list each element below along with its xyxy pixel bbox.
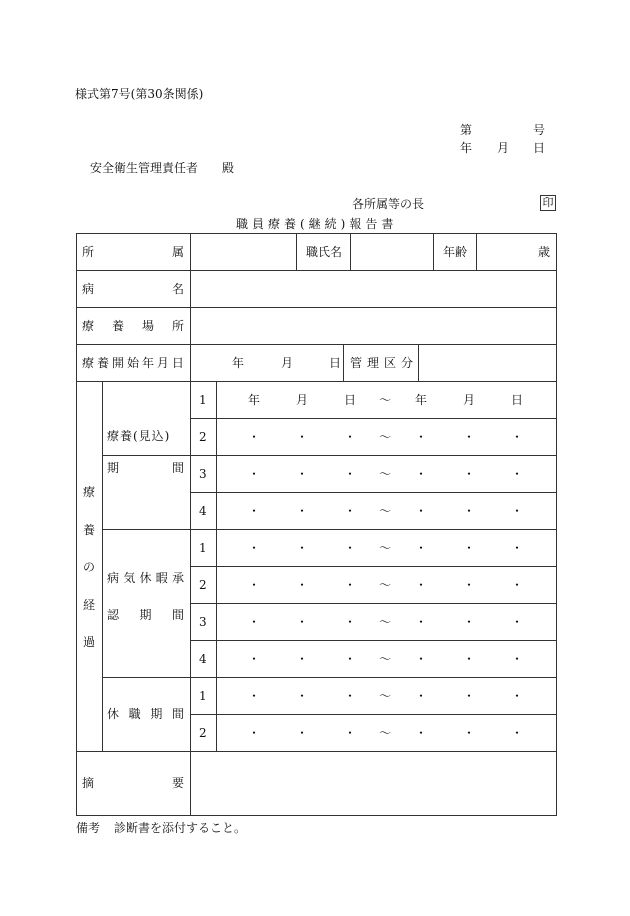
period-date-unit: 年	[247, 393, 260, 407]
col-divider	[216, 381, 217, 751]
kaishi-day: 日	[329, 356, 342, 370]
period-date-dot: ・	[343, 578, 356, 592]
table-border-bottom	[76, 815, 557, 816]
row-divider	[190, 418, 557, 419]
period-date-dot: ・	[295, 430, 308, 444]
period-date-dot: ・	[343, 652, 356, 666]
row-divider	[190, 492, 557, 493]
label-shokushimei: 職氏名	[306, 245, 343, 259]
period-date-dot: ・	[414, 578, 427, 592]
label-char: 間	[171, 608, 184, 622]
col-divider	[350, 233, 351, 270]
period-date-dot: ・	[510, 689, 523, 703]
period-date-dot: ・	[510, 615, 523, 629]
col-divider	[343, 344, 344, 381]
label-byoki-1	[107, 572, 184, 584]
period-date-dot: ・	[343, 504, 356, 518]
label-char: 理	[366, 356, 379, 370]
label-char: 休	[107, 707, 120, 721]
period-row-number: 2	[199, 726, 207, 740]
date-month: 月	[497, 141, 510, 155]
period-date-dot: ・	[247, 615, 260, 629]
label-char: 間	[171, 461, 184, 475]
period-tilde: ～	[378, 689, 391, 703]
label-char: 病	[107, 571, 120, 585]
label-char: 年	[141, 356, 154, 370]
row-divider	[190, 603, 557, 604]
label-kaishi	[82, 357, 184, 369]
col-divider	[296, 233, 297, 270]
period-date-dot: ・	[510, 430, 523, 444]
label-char: 養	[82, 522, 95, 537]
period-tilde: ～	[378, 393, 391, 407]
doc-number-dai: 第	[460, 123, 473, 137]
period-date-dot: ・	[343, 615, 356, 629]
row-divider	[76, 751, 557, 752]
label-char: 養	[96, 356, 109, 370]
period-date-dot: ・	[414, 504, 427, 518]
label-char: 管	[350, 356, 363, 370]
form-number: 様式第7号(第30条関係)	[75, 87, 204, 101]
period-date-dot: ・	[462, 430, 475, 444]
col-divider	[418, 344, 419, 381]
kaishi-year: 年	[232, 356, 245, 370]
table-border-right	[556, 233, 557, 816]
label-char: 分	[400, 356, 413, 370]
row-divider	[190, 455, 557, 456]
period-date-dot: ・	[343, 541, 356, 555]
period-date-dot: ・	[247, 504, 260, 518]
label-char: 間	[171, 707, 184, 721]
label-char: 月	[156, 356, 169, 370]
label-char: 休	[139, 571, 152, 585]
period-date-dot: ・	[462, 652, 475, 666]
period-tilde: ～	[378, 726, 391, 740]
doc-number-go: 号	[533, 123, 546, 137]
label-char: 過	[82, 635, 95, 649]
period-date-dot: ・	[295, 504, 308, 518]
label-char: 開	[111, 356, 124, 370]
period-date-dot: ・	[343, 430, 356, 444]
table-border-top	[76, 233, 557, 234]
label-char: 養	[111, 319, 124, 333]
honorific: 殿	[222, 161, 235, 175]
row-divider	[102, 455, 190, 456]
period-tilde: ～	[378, 578, 391, 592]
label-char: 期	[139, 608, 152, 622]
label-ryoyo-kikan-2	[107, 462, 184, 474]
row-divider	[190, 640, 557, 641]
period-date-dot: ・	[462, 467, 475, 481]
period-date-dot: ・	[343, 689, 356, 703]
period-date-dot: ・	[295, 541, 308, 555]
period-date-dot: ・	[414, 615, 427, 629]
period-date-dot: ・	[247, 578, 260, 592]
table-border-left	[76, 233, 77, 816]
period-date-dot: ・	[295, 726, 308, 740]
addressee: 安全衛生管理責任者	[90, 161, 199, 175]
kaishi-month: 月	[281, 356, 294, 370]
label-keika	[80, 486, 98, 648]
label-char: 区	[383, 356, 396, 370]
row-divider	[76, 270, 557, 271]
col-divider	[102, 381, 103, 751]
label-char: 認	[107, 608, 120, 622]
period-date-dot: ・	[247, 652, 260, 666]
label-ryoyo-kikan-1: 療養(見込)	[107, 429, 171, 443]
period-date-dot: ・	[295, 615, 308, 629]
period-date-dot: ・	[414, 689, 427, 703]
date-year: 年	[460, 141, 473, 155]
period-date-dot: ・	[295, 467, 308, 481]
period-row-number: 3	[199, 615, 207, 629]
period-date-dot: ・	[295, 652, 308, 666]
label-char: 気	[123, 571, 136, 585]
label-char: 期	[107, 461, 120, 475]
label-char: 承	[171, 571, 184, 585]
document-title: 職員療養(継続)報告書	[236, 217, 398, 231]
label-char: の	[82, 560, 95, 574]
period-date-dot: ・	[510, 652, 523, 666]
label-char: 所	[82, 245, 95, 259]
period-date-dot: ・	[414, 726, 427, 740]
period-row-number: 1	[199, 689, 207, 703]
label-char: 療	[82, 485, 95, 499]
label-byoki-2	[107, 609, 184, 621]
period-date-dot: ・	[247, 726, 260, 740]
period-row-number: 3	[199, 467, 207, 481]
period-date-dot: ・	[462, 689, 475, 703]
label-char: 療	[82, 319, 95, 333]
label-tekiyo	[82, 777, 184, 789]
period-date-dot: ・	[510, 578, 523, 592]
label-char: 名	[171, 282, 184, 296]
period-date-dot: ・	[414, 430, 427, 444]
period-date-dot: ・	[510, 726, 523, 740]
label-ryoyo-basho	[82, 320, 184, 332]
period-date-dot: ・	[510, 504, 523, 518]
row-divider	[190, 566, 557, 567]
label-char: 要	[171, 776, 184, 790]
label-char: 経	[82, 597, 95, 612]
period-date-dot: ・	[414, 652, 427, 666]
row-divider	[76, 307, 557, 308]
period-date-dot: ・	[414, 467, 427, 481]
period-tilde: ～	[378, 467, 391, 481]
label-char: 摘	[82, 776, 95, 790]
period-row-number: 2	[199, 430, 207, 444]
period-row-number: 2	[199, 578, 207, 592]
col-divider	[190, 233, 191, 816]
row-divider	[190, 714, 557, 715]
period-date-dot: ・	[462, 504, 475, 518]
period-date-unit: 月	[462, 393, 475, 407]
period-row-number: 4	[199, 504, 207, 518]
label-char: 日	[171, 356, 184, 370]
row-divider	[102, 677, 557, 678]
period-date-dot: ・	[462, 541, 475, 555]
period-date-dot: ・	[414, 541, 427, 555]
period-row-number: 1	[199, 393, 207, 407]
seal-mark: 印	[540, 195, 556, 211]
label-kanri-kubun	[350, 357, 413, 369]
period-date-dot: ・	[343, 726, 356, 740]
label-shozoku	[82, 246, 184, 258]
label-char: 職	[128, 707, 141, 721]
period-tilde: ～	[378, 430, 391, 444]
label-nenrei: 年齢	[443, 245, 468, 259]
label-char: 療	[82, 356, 95, 370]
col-divider	[433, 233, 434, 270]
label-char: 暇	[155, 571, 168, 585]
row-divider	[76, 381, 557, 382]
period-date-unit: 年	[414, 393, 427, 407]
period-tilde: ～	[378, 652, 391, 666]
period-row-number: 1	[199, 541, 207, 555]
date-day: 日	[533, 141, 546, 155]
label-char: 所	[171, 319, 184, 333]
label-char: 場	[141, 319, 154, 333]
note-text: 診断書を添付すること。	[114, 821, 247, 835]
note-label: 備考	[76, 821, 101, 835]
period-date-unit: 日	[510, 393, 523, 407]
label-kyushoku	[107, 708, 184, 720]
period-date-dot: ・	[510, 467, 523, 481]
period-tilde: ～	[378, 541, 391, 555]
period-date-dot: ・	[462, 615, 475, 629]
label-char: 属	[171, 245, 184, 259]
period-date-dot: ・	[247, 689, 260, 703]
period-date-unit: 月	[295, 393, 308, 407]
period-date-dot: ・	[462, 578, 475, 592]
col-divider	[476, 233, 477, 270]
period-row-number: 4	[199, 652, 207, 666]
period-date-dot: ・	[247, 467, 260, 481]
row-divider	[76, 344, 557, 345]
label-char: 期	[150, 707, 163, 721]
row-divider	[102, 529, 557, 530]
sender: 各所属等の長	[352, 197, 425, 211]
period-date-dot: ・	[247, 430, 260, 444]
period-date-dot: ・	[247, 541, 260, 555]
period-date-unit: 日	[343, 393, 356, 407]
period-date-dot: ・	[295, 578, 308, 592]
period-date-dot: ・	[510, 541, 523, 555]
period-tilde: ～	[378, 615, 391, 629]
period-tilde: ～	[378, 504, 391, 518]
label-sai: 歳	[538, 245, 551, 259]
label-byomei	[82, 283, 184, 295]
label-char: 始	[126, 356, 139, 370]
period-date-dot: ・	[295, 689, 308, 703]
period-date-dot: ・	[462, 726, 475, 740]
label-char: 病	[82, 282, 95, 296]
period-date-dot: ・	[343, 467, 356, 481]
